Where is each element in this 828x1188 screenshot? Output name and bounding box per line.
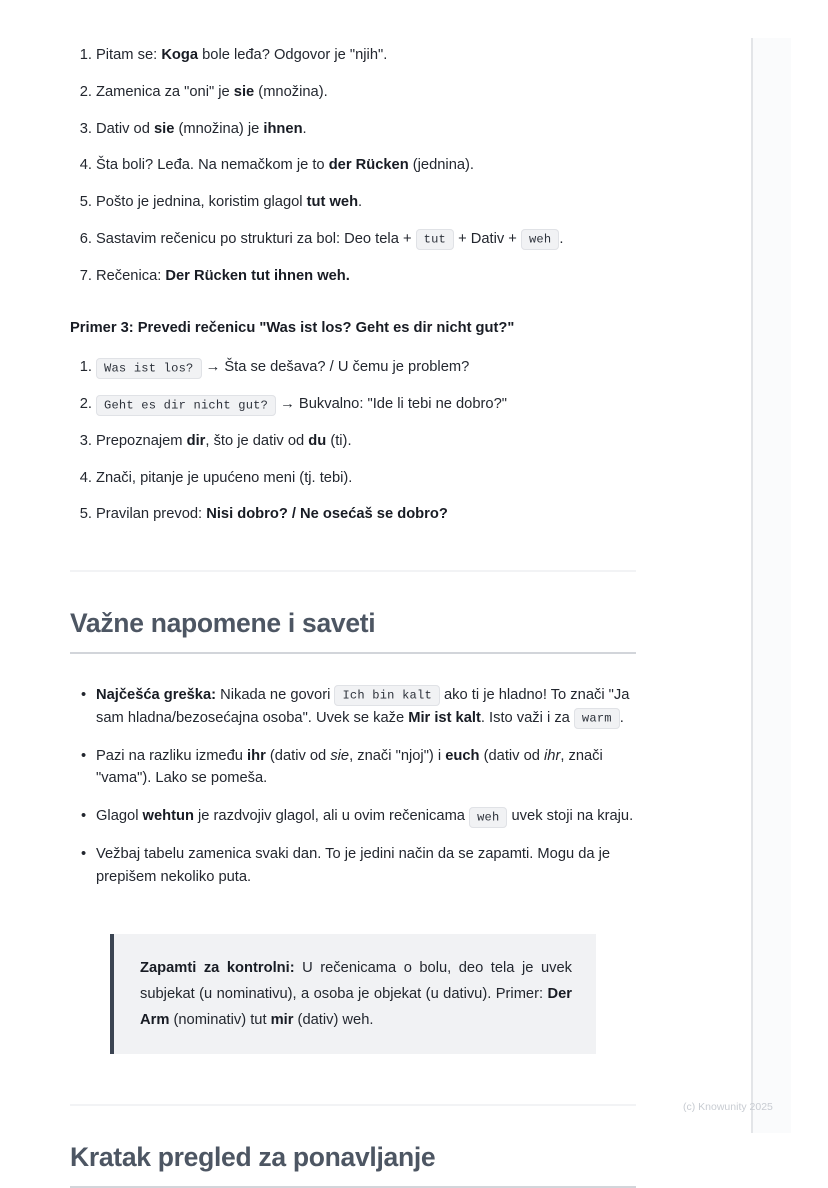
inline-code: Was ist los? <box>96 358 202 379</box>
list-item-marker: 1. <box>79 47 92 63</box>
inline-code: weh <box>521 229 559 250</box>
list-item-text: Znači, pitanje je upućeno meni (tj. tebi). <box>96 469 353 486</box>
list-item <box>70 228 636 251</box>
list-item <box>70 503 636 526</box>
list-item-marker: 5. <box>79 194 92 211</box>
document-content <box>70 0 636 1188</box>
inline-code: tut <box>416 229 454 250</box>
list-item <box>70 393 636 416</box>
list-item <box>70 843 636 889</box>
bold-text: Mir ist kalt <box>408 709 481 726</box>
list-item-marker: 5. <box>79 506 92 523</box>
list-item-text: Was ist los? → Šta se dešava? / U čemu je problem? <box>96 356 636 379</box>
list-item <box>70 191 636 214</box>
list-item-marker: • <box>81 747 87 764</box>
list-item <box>70 81 636 104</box>
list-item-text: Glagol wehtun je razdvojiv glagol, ali u ovim rečenicama weh uvek stoji na kraju. <box>96 805 636 828</box>
notes-bullet-list <box>70 684 636 888</box>
list-item-text: Prepoznajem dir, što je dativ od du (ti). <box>96 432 352 449</box>
list-item <box>70 154 636 177</box>
bold-text: du <box>308 432 327 449</box>
list-item-marker: 6. <box>79 230 92 247</box>
bold-text: der Rücken <box>328 157 409 174</box>
example-3-steps-list <box>70 356 636 526</box>
list-item-text: Pošto je jednina, koristim glagol tut weh. <box>96 194 363 211</box>
bold-text: Koga <box>161 47 199 63</box>
bold-text: sie <box>233 83 255 100</box>
footer-credit: (c) Knowunity 2025 <box>683 1101 773 1113</box>
review-section-title: Kratak pregled za ponavljanje <box>70 1142 436 1173</box>
example-3-heading: Primer 3: Prevedi rečenicu "Was ist los? Geht es dir nicht gut?" <box>70 320 515 337</box>
bold-text: sie <box>153 120 175 137</box>
inline-code: Ich bin kalt <box>334 685 440 706</box>
list-item-marker: • <box>81 686 87 703</box>
example-2-steps-list <box>70 44 636 287</box>
list-item <box>70 745 636 791</box>
list-item-text: Najčešća greška: Nikada ne govori Ich bin kalt ako ti je hladno! To znači "Ja sam hladna/bezosećajna osoba". Uvek se kaže Mir ist kalt. Isto važi i za warm . <box>96 684 636 730</box>
list-item-text: Vežbaj tabelu zamenica svaki dan. To je jedini način da se zapamti. Mogu da je prepišem nekoliko puta. <box>96 845 611 885</box>
bold-text: Nisi dobro? / Ne osećaš se dobro? <box>206 506 448 523</box>
list-item-text: Dativ od sie (množina) je ihnen. <box>96 120 307 137</box>
list-item <box>70 44 636 67</box>
list-item-marker: 2. <box>79 83 92 100</box>
list-item-marker: 3. <box>79 432 92 449</box>
right-side-panel <box>751 38 791 1133</box>
list-item <box>70 467 636 490</box>
list-item-text: Sastavim rečenicu po strukturi za bol: Deo tela + tut + Dativ + weh . <box>96 228 636 251</box>
list-item-marker: • <box>81 808 87 825</box>
bold-text: euch <box>445 747 480 764</box>
bold-text: Zapamti za kontrolni: <box>140 960 295 977</box>
list-item-marker: 1. <box>79 359 92 376</box>
right-panel-divider-line <box>751 38 753 1133</box>
list-item-marker: 2. <box>79 396 92 413</box>
bold-text: Der Rücken tut ihnen weh. <box>165 267 350 284</box>
list-item <box>70 805 636 828</box>
list-item-text: Geht es dir nicht gut? → Bukvalno: "Ide li tebi ne dobro?" <box>96 393 636 416</box>
list-item-text: Pravilan prevod: Nisi dobro? / Ne osećaš se dobro? <box>96 506 448 523</box>
list-item <box>70 265 636 288</box>
list-item-marker: 3. <box>79 120 92 137</box>
remember-callout: Zapamti za kontrolni: U rečenicama o bolu, deo tela je uvek subjekat (u nominativu), a osoba je objekat (u dativu). Primer: Der Arm (nominativ) tut mir (dativ) weh. <box>110 934 596 1053</box>
list-item-marker: 4. <box>79 469 92 486</box>
list-item-text: Pazi na razliku između ihr (dativ od sie, znači "njoj") i euch (dativ od ihr, znači "vama"). Lako se pomeša. <box>96 747 603 787</box>
italic-text: sie <box>330 747 350 764</box>
list-item-text: Šta boli? Leđa. Na nemačkom je to der Rücken (jednina). <box>96 157 474 174</box>
bold-text: tut weh <box>306 194 359 211</box>
inline-code: warm <box>574 708 620 729</box>
list-item-marker: 7. <box>79 267 92 284</box>
inline-code: weh <box>469 807 507 828</box>
list-item-marker: 4. <box>79 157 92 174</box>
inline-code: Geht es dir nicht gut? <box>96 395 276 416</box>
list-item <box>70 430 636 453</box>
list-item-text: Rečenica: Der Rücken tut ihnen weh. <box>96 267 350 284</box>
bold-text: Der Arm <box>140 986 572 1029</box>
list-item <box>70 118 636 141</box>
bold-text: mir <box>270 1012 294 1029</box>
list-item-text: Zamenica za "oni" je sie (množina). <box>96 83 328 100</box>
list-item <box>70 356 636 379</box>
list-item <box>70 684 636 730</box>
bold-text: Najčešća greška: <box>96 686 217 703</box>
bold-text: wehtun <box>142 808 194 825</box>
list-item-text: Pitam se: Koga bole leđa? Odgovor je "njih". <box>96 47 388 63</box>
notes-section-title: Važne napomene i saveti <box>70 608 376 639</box>
bold-text: ihnen <box>263 120 303 137</box>
bold-text: dir <box>186 432 206 449</box>
italic-text: ihr <box>544 747 561 764</box>
list-item-marker: • <box>81 845 87 862</box>
bold-text: ihr <box>247 747 266 764</box>
